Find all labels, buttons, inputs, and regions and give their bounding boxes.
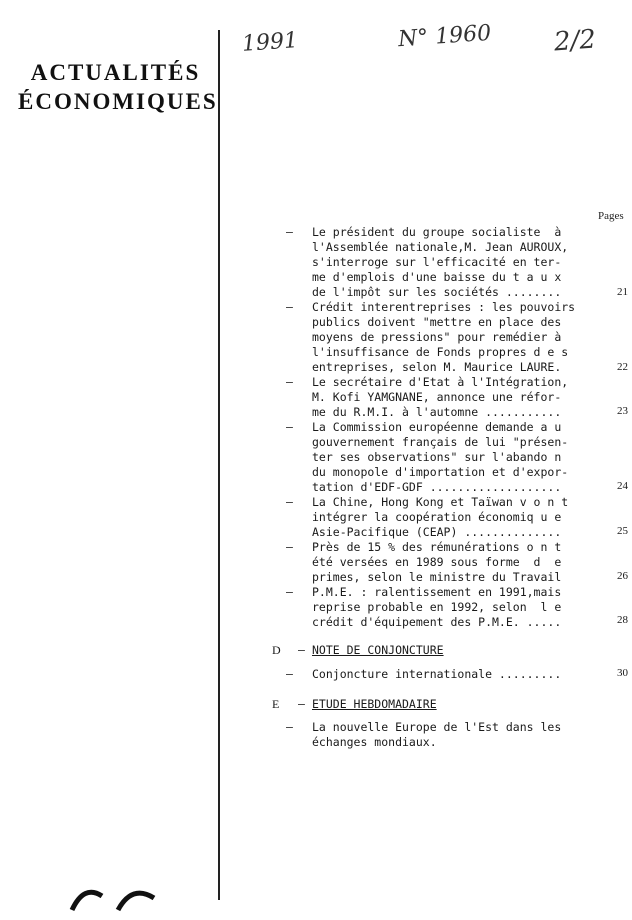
entry-line: tation d'EDF-GDF ................... [312,480,562,495]
page-number: 26 [617,570,628,582]
entry-line: l'insuffisance de Fonds propres d e s [312,345,569,360]
entry-line: P.M.E. : ralentissement en 1991,mais [312,585,562,599]
entry-line: Le président du groupe socialiste à [312,225,562,239]
toc-entry [286,375,582,420]
vertical-divider [218,30,220,900]
handwritten-number: N° 1960 [397,20,492,53]
page-number: 23 [617,405,628,417]
entry-dash: – [286,495,293,509]
entry-dash: – [286,720,293,734]
entry-line: échanges mondiaux. [312,735,437,750]
entry-line: La nouvelle Europe de l'Est dans les [312,720,562,734]
entry-dash: – [286,667,293,681]
toc-entry [286,495,582,540]
entry-line: intégrer la coopération économiq u e [312,510,562,525]
entry-line: entreprises, selon M. Maurice LAURE. [312,360,562,375]
entry-line: M. Kofi YAMGNANE, annonce une réfor- [312,390,562,405]
entry-dash: – [286,585,293,599]
entry-line: publics doivent "mettre en place des [312,315,562,330]
entry-line: Près de 15 % des rémunérations o n t [312,540,562,554]
masthead-line-1: ACTUALITÉS [30,60,201,85]
section-dash: – [298,643,305,657]
entry-line: me d'emplois d'une baisse du t a u x [312,270,562,285]
toc-entry [286,720,582,750]
entry-line: gouvernement français de lui "présen- [312,435,569,450]
entry-line: La Chine, Hong Kong et Taïwan v o n t [312,495,569,509]
section-letter: E [272,697,280,711]
toc-entry [286,225,582,300]
entry-line: Le secrétaire d'Etat à l'Intégration, [312,375,569,389]
toc-entry [286,667,582,682]
page-number: 28 [617,614,628,626]
entry-line: Conjoncture internationale ......... [312,667,562,681]
entry-line: Crédit interentreprises : les pouvoirs [312,300,576,314]
section-title: NOTE DE CONJONCTURE [312,643,444,657]
entry-line: Asie-Pacifique (CEAP) .............. [312,525,562,540]
page-number: 25 [617,525,628,537]
entry-line: primes, selon le ministre du Travail [312,570,562,585]
toc-entry [286,540,582,585]
section-letter: D [272,643,281,657]
entry-line: de l'impôt sur les sociétés ........ [312,285,562,300]
entry-dash: – [286,300,293,314]
entry-dash: – [286,540,293,554]
entry-line: l'Assemblée nationale,M. Jean AUROUX, [312,240,569,255]
pages-column-header: Pages [598,210,624,222]
entry-line: été versées en 1989 sous forme d e [312,555,562,570]
entry-line: moyens de pressions" pour remédier à [312,330,562,345]
entry-dash: – [286,225,293,239]
section-dash: – [298,697,305,711]
handwritten-fraction: 2/2 [553,24,597,58]
page-number: 24 [617,480,628,492]
entry-line: reprise probable en 1992, selon l e [312,600,562,615]
entry-line: s'interroge sur l'efficacité en ter- [312,255,562,270]
page-number: 21 [617,286,628,298]
entry-dash: – [286,375,293,389]
section-title: ETUDE HEBDOMADAIRE [312,697,437,711]
toc-entry [286,300,582,375]
page-number: 22 [617,361,628,373]
entry-line: La Commission européenne demande a u [312,420,562,434]
entry-line: du monopole d'importation et d'expor- [312,465,569,480]
entry-line: ter ses observations" sur l'abando n [312,450,562,465]
entry-dash: – [286,420,293,434]
entry-line: crédit d'équipement des P.M.E. ..... [312,615,562,630]
toc-entry [286,585,582,630]
entry-line: me du R.M.I. à l'automne ........... [312,405,562,420]
masthead [18,58,218,116]
masthead-line-2: ÉCONOMIQUES [18,89,218,114]
toc-entry [286,420,582,495]
handwritten-year: 1991 [241,28,299,57]
publication-logo [62,880,162,920]
page-number: 30 [617,667,628,679]
